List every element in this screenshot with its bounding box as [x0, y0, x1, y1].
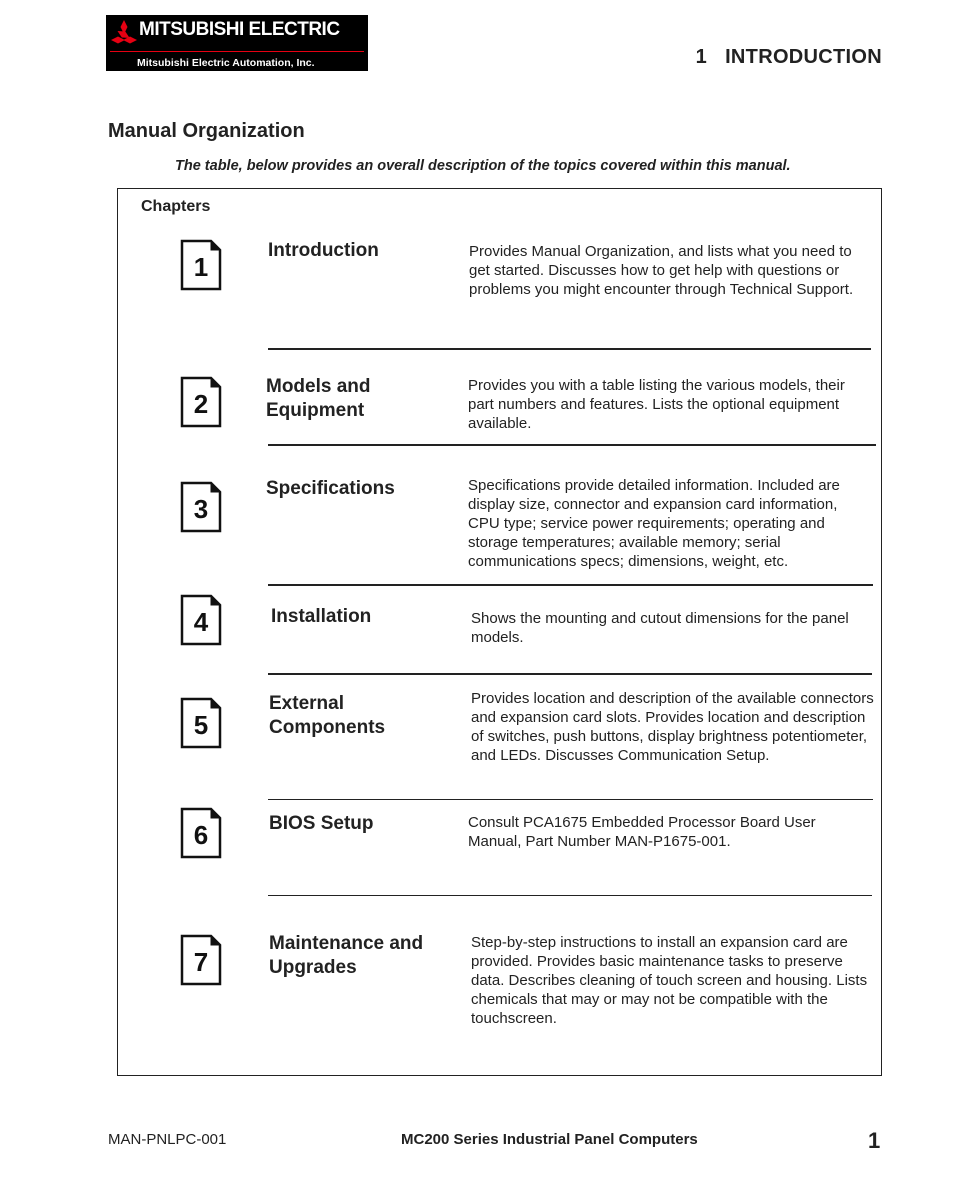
logo-divider — [110, 51, 364, 52]
footer-product-title: MC200 Series Industrial Panel Computers — [401, 1131, 698, 1148]
chapter-1-description: Provides Manual Organization, and lists what you need to get started. Discusses how to get help with questions or problems you might encounter through Technical Support. — [469, 243, 854, 298]
chapter-heading — [696, 46, 882, 69]
chapter-1-title: Introduction — [268, 240, 379, 261]
chapter-2-title: Models and Equipment — [266, 376, 371, 421]
row-divider — [268, 444, 876, 446]
chapter-5-description: Provides location and description of the available connectors and expansion card slots. Provides location and description of switches, push buttons, display brightness potentiometer, and LEDs. Discusses Communication Setup. — [471, 690, 874, 764]
chapter-6-description: Consult PCA1675 Embedded Processor Board User Manual, Part Number MAN-P1675-001. — [468, 814, 816, 850]
chapter-3-page-icon: 3 — [180, 481, 222, 533]
chapter-6-page-icon: 6 — [180, 807, 222, 859]
row-divider — [268, 895, 872, 896]
footer-page-number: 1 — [868, 1128, 881, 1153]
chapter-4-description: Shows the mounting and cutout dimensions for the panel models. — [471, 610, 849, 646]
logo-brand-text: MITSUBISHI ELECTRIC — [139, 19, 340, 40]
chapters-column-label: Chapters — [141, 198, 211, 215]
chapter-7-page-icon: 7 — [180, 934, 222, 986]
chapter-7-title: Maintenance and Upgrades — [269, 933, 424, 978]
chapter-2-page-icon: 2 — [180, 376, 222, 428]
chapter-2-description: Provides you with a table listing the various models, their part numbers and features. Lists the optional equipment available. — [468, 377, 845, 432]
three-diamonds-icon — [110, 19, 138, 47]
chapter-4-page-icon: 4 — [180, 594, 222, 646]
row-divider — [268, 673, 872, 675]
chapter-7-description: Step-by-step instructions to install an expansion card are provided. Provides basic maintenance tasks to preserve data. Describes cleaning of touch screen and housing. Lists chemicals that may or may not be compatible with the touchscreen. — [471, 934, 868, 1027]
logo-subtitle: Mitsubishi Electric Automation, Inc. — [137, 57, 315, 69]
chapter-1-page-icon: 1 — [180, 239, 222, 291]
chapter-6-title: BIOS Setup — [269, 813, 374, 834]
footer-document-number: MAN-PNLPC-001 — [108, 1131, 227, 1148]
chapter-3-title: Specifications — [266, 478, 395, 499]
chapter-4-title: Installation — [271, 606, 372, 627]
chapter-5-page-icon: 5 — [180, 697, 222, 749]
row-divider — [268, 799, 873, 800]
company-logo — [106, 15, 368, 71]
row-divider — [268, 348, 871, 350]
chapter-3-description: Specifications provide detailed information. Included are display size, connector and expansion card information, CPU type; service power requirements; operating and storage temperatures; available memory; serial communications specs; dimensions, weight, etc. — [468, 477, 840, 570]
chapter-5-title: External Components — [269, 693, 386, 738]
chapter-title: INTRODUCTION — [725, 46, 882, 68]
section-intro: The table, below provides an overall description of the topics covered within this manual. — [175, 158, 791, 174]
chapter-number: 1 — [695, 46, 708, 68]
section-title: Manual Organization — [108, 120, 305, 142]
row-divider — [268, 584, 873, 586]
